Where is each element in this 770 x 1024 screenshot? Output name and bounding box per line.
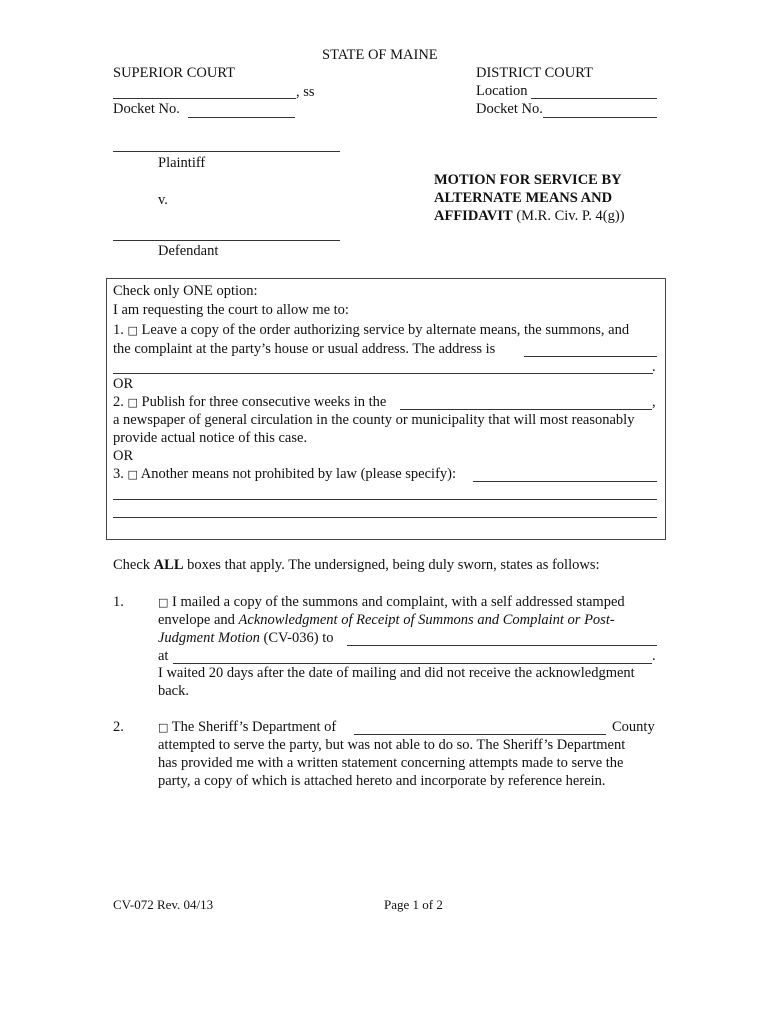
- item-2-line1: [158, 719, 336, 736]
- address-period: .: [652, 359, 656, 375]
- item-1-line3: [158, 630, 333, 647]
- option-1-line1: [113, 322, 629, 339]
- other-means-blank-3[interactable]: [113, 517, 657, 518]
- item-1-line2: [158, 612, 615, 629]
- county-blank[interactable]: [113, 98, 296, 99]
- item-1-line3-post: (CV-036) to: [259, 630, 334, 646]
- defendant-label: Defendant: [158, 243, 219, 259]
- state-title: STATE OF MAINE: [322, 47, 438, 63]
- item-1-number: 1.: [113, 594, 124, 610]
- option-3-line1: [113, 466, 456, 483]
- district-court-label: DISTRICT COURT: [476, 65, 593, 81]
- option-3-number: 3.: [113, 466, 124, 482]
- motion-title-affidavit: AFFIDAVIT: [434, 208, 513, 224]
- address-blank-1[interactable]: [524, 356, 657, 357]
- option-2-text: Publish for three consecutive weeks in the: [141, 394, 387, 410]
- option-2-line3: provide actual notice of this case.: [113, 430, 308, 446]
- option-2-checkbox[interactable]: □: [127, 396, 138, 409]
- item-1-line1: [158, 594, 625, 611]
- motion-title-line1: MOTION FOR SERVICE BY: [434, 172, 622, 188]
- motion-title-rule: (M.R. Civ. P. 4(g)): [512, 208, 625, 224]
- motion-title-line3: [434, 208, 625, 225]
- item-2-county: County: [612, 719, 655, 735]
- other-means-blank-2[interactable]: [113, 499, 657, 500]
- item-2-number: 2.: [113, 719, 124, 735]
- check-all-instruction: [113, 557, 600, 574]
- item-2-line3: has provided me with a written statement concerning attempts made to serve the: [158, 755, 624, 771]
- item-1-checkbox[interactable]: □: [158, 596, 169, 609]
- defendant-blank[interactable]: [113, 240, 340, 241]
- location-label: Location: [476, 83, 528, 99]
- item-1-line6: back.: [158, 683, 189, 699]
- option-1-line2: the complaint at the party’s house or usual address. The address is: [113, 341, 496, 357]
- location-blank[interactable]: [531, 98, 657, 99]
- option-2-line1: [113, 394, 386, 411]
- option-intro: I am requesting the court to allow me to:: [113, 302, 349, 318]
- item-1-at: at: [158, 648, 169, 664]
- motion-title-line2: ALTERNATE MEANS AND: [434, 190, 613, 206]
- mailed-to-blank[interactable]: [347, 645, 657, 646]
- or-label-1: OR: [113, 376, 134, 392]
- option-3-text: Another means not prohibited by law (please specify):: [140, 466, 457, 482]
- option-1-checkbox[interactable]: □: [127, 324, 138, 337]
- option-instruction: Check only ONE option:: [113, 283, 258, 299]
- other-means-blank-1[interactable]: [473, 481, 657, 482]
- item-2-line4: party, a copy of which is attached hereto and incorporate by reference herein.: [158, 773, 606, 789]
- option-2-line2: a newspaper of general circulation in the county or municipality that will most reasonably: [113, 412, 635, 428]
- address-blank-2[interactable]: [113, 373, 653, 374]
- docket-left-label: Docket No.: [113, 101, 180, 117]
- option-2-number: 2.: [113, 394, 124, 410]
- or-label-2: OR: [113, 448, 134, 464]
- newspaper-blank[interactable]: [400, 409, 652, 410]
- mailed-at-blank[interactable]: [173, 663, 652, 664]
- item-1-line3-italic: Judgment Motion: [158, 630, 260, 646]
- newspaper-comma: ,: [652, 394, 656, 410]
- check-all-pre: Check: [113, 557, 154, 573]
- versus-label: v.: [158, 192, 168, 208]
- ss-label: , ss: [296, 84, 315, 100]
- plaintiff-label: Plaintiff: [158, 155, 206, 171]
- item-2-checkbox[interactable]: □: [158, 721, 169, 734]
- docket-right-label: Docket No.: [476, 101, 543, 117]
- item-1-text: I mailed a copy of the summons and complaint, with a self addressed stamped: [172, 594, 625, 610]
- item-2-line2: attempted to serve the party, but was not able to do so. The Sheriff’s Department: [158, 737, 626, 753]
- mailed-at-period: .: [652, 648, 656, 664]
- sheriff-county-blank[interactable]: [354, 734, 606, 735]
- check-all-post: boxes that apply. The undersigned, being duly sworn, states as follows:: [183, 557, 600, 573]
- page-number: Page 1 of 2: [384, 897, 443, 912]
- check-all-emphasis: ALL: [153, 557, 184, 573]
- form-id: CV-072 Rev. 04/13: [113, 897, 214, 912]
- docket-right-blank[interactable]: [543, 117, 657, 118]
- option-1-text: Leave a copy of the order authorizing service by alternate means, the summons, and: [141, 322, 630, 338]
- docket-left-blank[interactable]: [188, 117, 295, 118]
- option-1-number: 1.: [113, 322, 124, 338]
- item-1-line5: I waited 20 days after the date of mailing and did not receive the acknowledgment: [158, 665, 635, 681]
- item-2-text: The Sheriff’s Department of: [171, 719, 337, 735]
- item-1-line2-italic: Acknowledgment of Receipt of Summons and Complaint or Post-: [238, 612, 615, 628]
- plaintiff-blank[interactable]: [113, 151, 340, 152]
- item-1-line2-pre: envelope and: [158, 612, 239, 628]
- superior-court-label: SUPERIOR COURT: [113, 65, 235, 81]
- option-3-checkbox[interactable]: □: [127, 468, 138, 481]
